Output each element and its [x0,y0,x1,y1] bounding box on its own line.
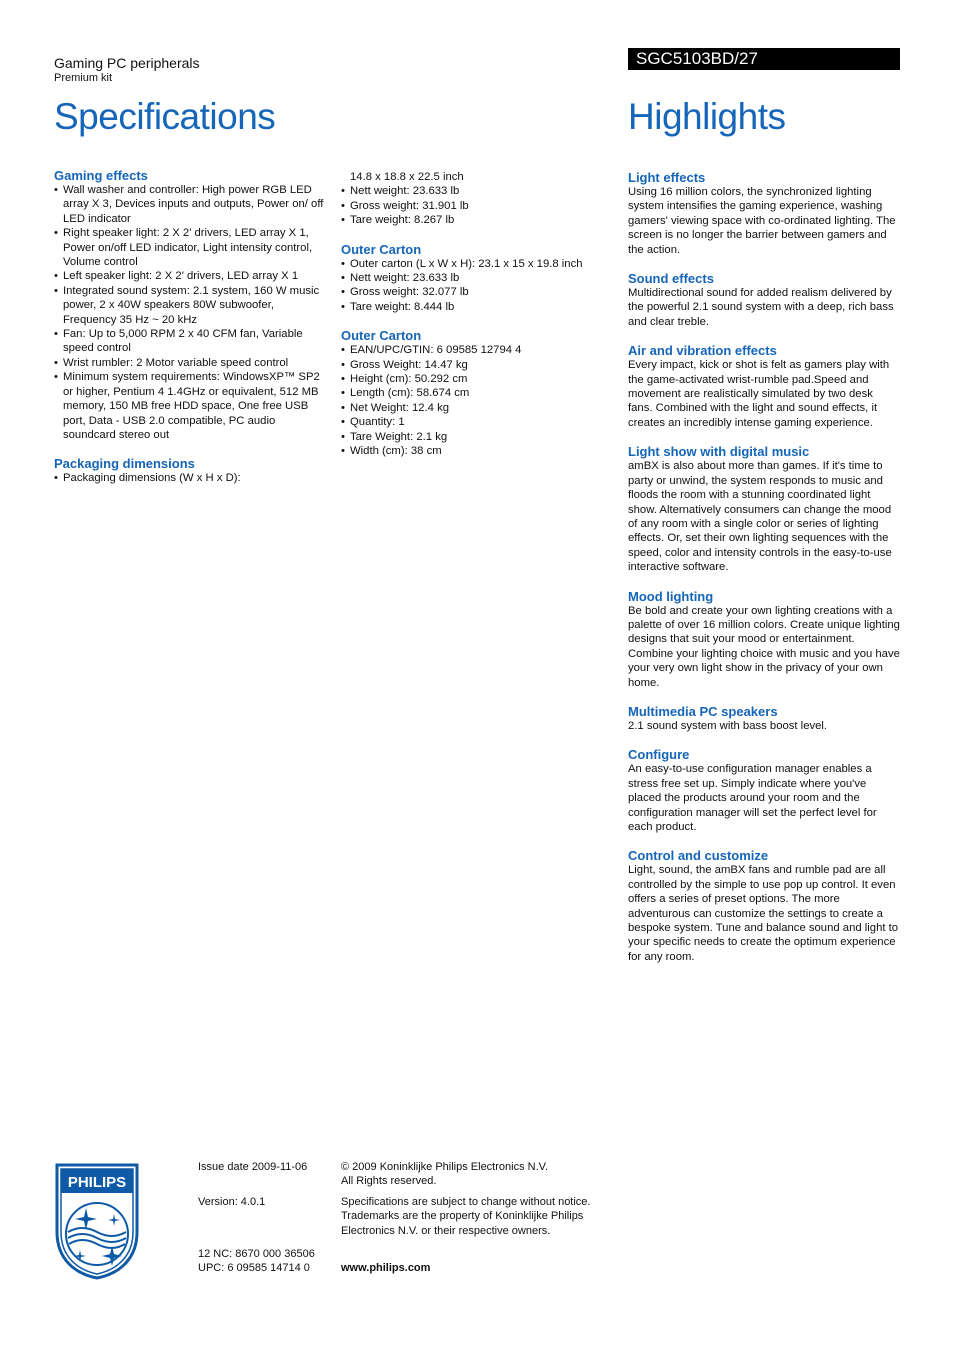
copyright-block [341,1160,601,1189]
list-item: • Width (cm): 38 cm [341,444,613,458]
outer-carton-list [341,257,613,315]
list-item: • Minimum system requirements: WindowsXP™ SP2 or higher, Pentium 4 1.4GHz or equivalent, 512 MB memory, 150 MB free HDD space, One free USB port, Data - USB 2.0 compatible, PC audio soundcard stereo out [54,370,326,442]
list-item: • Tare weight: 8.444 lb [341,300,613,314]
highlight-body: Every impact, kick or shot is felt as gamers play with the game-activated wrist-rumble pad.Speed and movement are realistically simulated by two desk fans. Combined with the light and sound effects, it creates an incredibly intense gaming experience. [628,359,890,429]
list-item: • EAN/UPC/GTIN: 6 09585 12794 4 [341,343,613,357]
highlight-title: Configure [628,747,690,763]
section-heading-outer-carton-2: Outer Carton [341,328,422,344]
list-item: • Wrist rumbler: 2 Motor variable speed control [54,356,326,370]
specs-column-left [54,168,326,486]
highlight-title: Light effects [628,170,706,185]
section-heading-gaming-effects: Gaming effects [54,168,148,183]
packaging-continuation: 14.8 x 18.8 x 22.5 inch [350,171,464,183]
list-item: • Net Weight: 12.4 kg [341,401,613,415]
list-item: • Integrated sound system: 2.1 system, 160 W music power, 2 x 40W speakers 80W subwoofer, Frequency 35 Hz ~ 20 kHz [54,284,326,327]
list-item: • Nett weight: 23.633 lb [341,184,613,198]
list-item: • Packaging dimensions (W x H x D): [54,471,326,485]
highlight-body: Light, sound, the amBX fans and rumble pad are all controlled by the simple to use pop up control. It even offers a series of preset options. The more adventurous can customize the settings to create a bespoke system. Tune and balance sound and light to your specific needs to create the optimum experience for any room. [628,864,899,963]
list-item: • Left speaker light: 2 X 2' drivers, LED array X 1 [54,269,326,283]
outer-carton-list-2 [341,343,613,458]
website-link[interactable]: www.philips.com [341,1262,431,1274]
list-item: • Fan: Up to 5,000 RPM 2 x 40 CFM fan, Variable speed control [54,327,326,356]
philips-shield-logo [54,1162,140,1280]
category-title: Gaming PC peripherals [54,55,200,71]
model-number: SGC5103BD/27 [628,48,900,70]
highlight-title: Air and vibration effects [628,343,777,359]
highlight-title: Mood lighting [628,588,714,604]
issue-date: Issue date 2009-11-06 [198,1161,308,1173]
subcategory-title: Premium kit [54,72,113,84]
list-item: • Right speaker light: 2 X 2' drivers, LED array X 1, Power on/off LED indicator, Light intensity control, Volume control [54,226,326,269]
copyright: © 2009 Koninklijke Philips Electronics N.V. [341,1161,549,1173]
nc-number: 12 NC: 8670 000 36506 [198,1248,315,1260]
highlights-column [628,170,900,964]
list-item: • Quantity: 1 [341,415,613,429]
list-item: • Gross Weight: 14.47 kg [341,358,613,372]
highlights-heading: Highlights [628,96,786,137]
list-item: • Length (cm): 58.674 cm [341,386,613,400]
highlight-body: 2.1 sound system with bass boost level. [628,719,828,732]
list-item: • Height (cm): 50.292 cm [341,372,613,386]
highlight-body: An easy-to-use configuration manager enables a stress free set up. Simply indicate where you've placed the products around your room and the configuration manager will set the perfect level for each product. [628,763,877,833]
logo-text: PHILIPS [67,1174,127,1191]
packaging-list [54,471,326,485]
section-heading-outer-carton: Outer Carton [341,241,422,257]
list-item: • Wall washer and controller: High power RGB LED array X 3, Devices inputs and outputs, Power on/ off LED indicator [54,183,326,226]
gaming-effects-list [54,183,326,442]
list-item: • Outer carton (L x W x H): 23.1 x 15 x 19.8 inch [341,257,613,271]
disclaimer: Specifications are subject to change without notice. Trademarks are the property of Koninklijke Philips Electronics N.V. or their respective owners. [341,1196,591,1237]
upc-number: UPC: 6 09585 14714 0 [198,1262,310,1275]
highlight-body: Multidirectional sound for added realism delivered by the powerful 2.1 sound system with a deep, rich bass and clear treble. [628,287,894,328]
list-item: • Gross weight: 31.901 lb [341,199,613,213]
specifications-heading: Specifications [54,96,276,137]
list-item: • Tare Weight: 2.1 kg [341,430,613,444]
rights: All Rights reserved. [341,1175,437,1188]
nc-upc-block [198,1247,315,1276]
highlight-body: amBX is also about more than games. If it's time to party or unwind, the system responds to music and floods the room with a stunning coordinated light show. Alternatively consumers can change the mood of any room with a single color or series of lighting effects. Or, set their own lighting sequences with the speed, color and intensity controls in the easy-to-use interactive software. [628,460,892,574]
packaging-list-continued [341,184,613,227]
list-item: • Nett weight: 23.633 lb [341,271,613,285]
version: Version: 4.0.1 [198,1196,266,1208]
specs-column-middle [341,170,613,459]
section-heading-packaging: Packaging dimensions [54,456,195,472]
highlight-body: Using 16 million colors, the synchronized lighting system intensifies the gaming experience, washing gamers' viewing space with co-ordinated lighting. The screen is no longer the barrier between gamers and the action. [628,186,896,256]
highlight-body: Be bold and create your own lighting creations with a palette of over 16 million colors. Create unique lighting designs that suit your mood or entertainment. Combine your lighting choice with music and you have your very own light show in the privacy of your own home. [628,604,900,689]
highlight-title: Sound effects [628,271,714,287]
highlight-title: Light show with digital music [628,444,810,460]
highlight-title: Multimedia PC speakers [628,703,778,719]
highlight-title: Control and customize [628,848,769,864]
list-item: • Gross weight: 32.077 lb [341,285,613,299]
list-item: • Tare weight: 8.267 lb [341,213,613,227]
